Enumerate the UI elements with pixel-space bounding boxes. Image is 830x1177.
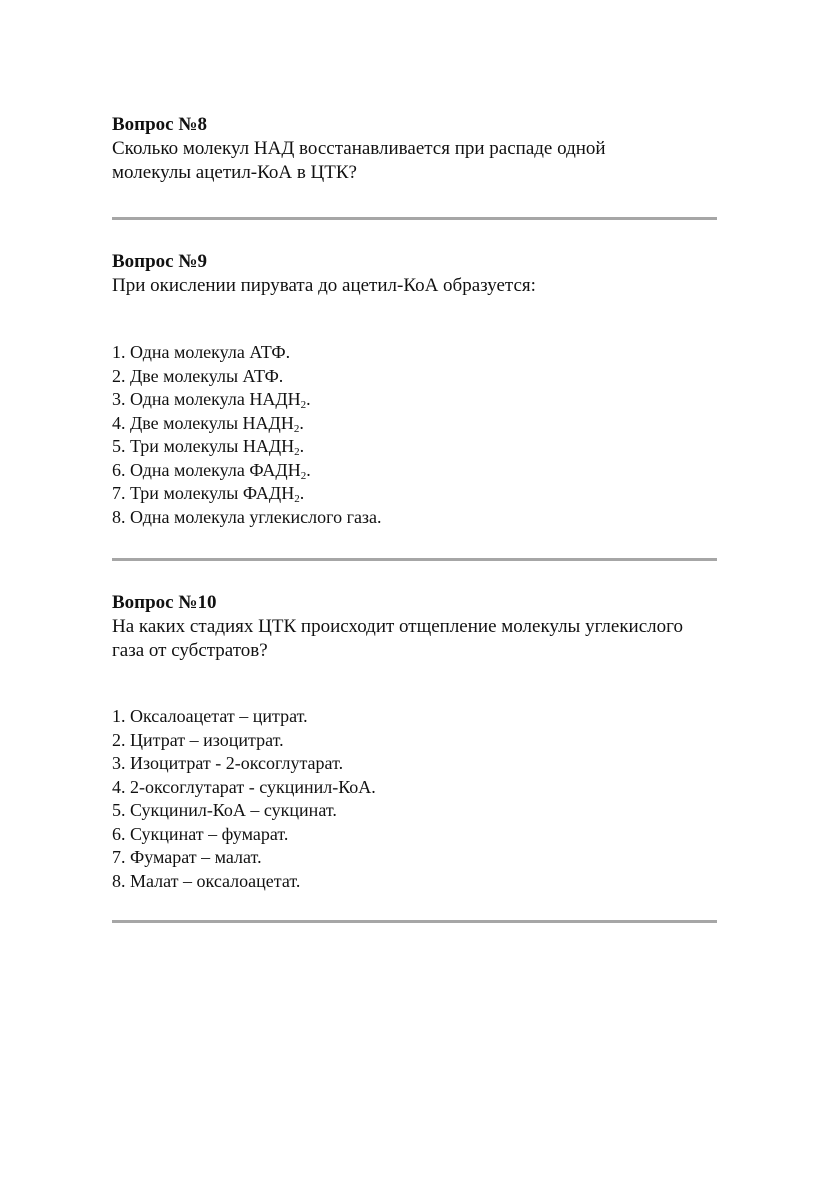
question-title: Вопрос №9 — [112, 251, 207, 272]
answer-option: 7. Фумарат – малат. — [112, 847, 262, 867]
question-title: Вопрос №10 — [112, 592, 217, 613]
answer-option: 3. Одна молекула $НАДН_2$. — [112, 389, 311, 411]
question-title: Вопрос №8 — [112, 114, 207, 135]
answer-option: 1. Одна молекула АТФ. — [112, 342, 291, 362]
answer-option: 1. Оксалоацетат – цитрат. — [112, 706, 308, 726]
answer-options-10 — [112, 705, 722, 893]
answer-option: 4. Две молекулы $НАДН_2$. — [112, 412, 304, 435]
section-divider — [112, 558, 717, 561]
answer-option: 2. Цитрат – изоцитрат. — [112, 729, 284, 750]
question-text-line: На каких стадиях ЦТК происходит отщепление молекулы углекислого — [112, 616, 683, 637]
section-divider — [112, 920, 717, 923]
question-9 — [112, 250, 722, 298]
section-divider — [112, 217, 717, 220]
answer-option: 4. 2-оксоглутарат - сукцинил-КоА. — [112, 776, 376, 797]
question-text-line: При окислении пирувата до ацетил-КоА образуется: — [112, 275, 536, 296]
answer-option: 7. Три молекулы $ФАДН_2$. — [112, 483, 305, 505]
answer-option: 2. Две молекулы АТФ. — [112, 365, 284, 386]
answer-option: 5. Сукцинил-КоА – сукцинат. — [112, 800, 337, 820]
answer-option: 6. Сукцинат – фумарат. — [112, 823, 289, 844]
answer-option: 5. Три молекулы $НАДН_2$. — [112, 436, 305, 458]
answer-option: 8. Малат – оксалоацетат. — [112, 870, 301, 891]
question-text-line: молекулы ацетил-КоА в ЦТК? — [112, 162, 357, 183]
question-8 — [112, 113, 722, 185]
answer-option: 8. Одна молекула углекислого газа. — [112, 506, 382, 527]
answer-option: 6. Одна молекула $ФАДН_2$. — [112, 459, 311, 482]
question-text-line: газа от субстратов? — [112, 640, 268, 661]
answer-option: 3. Изоцитрат - 2-оксоглутарат. — [112, 753, 344, 773]
question-text-line: Сколько молекул НАД восстанавливается при распаде одной — [112, 138, 606, 159]
question-10 — [112, 591, 722, 663]
answer-options-9 — [112, 341, 722, 529]
